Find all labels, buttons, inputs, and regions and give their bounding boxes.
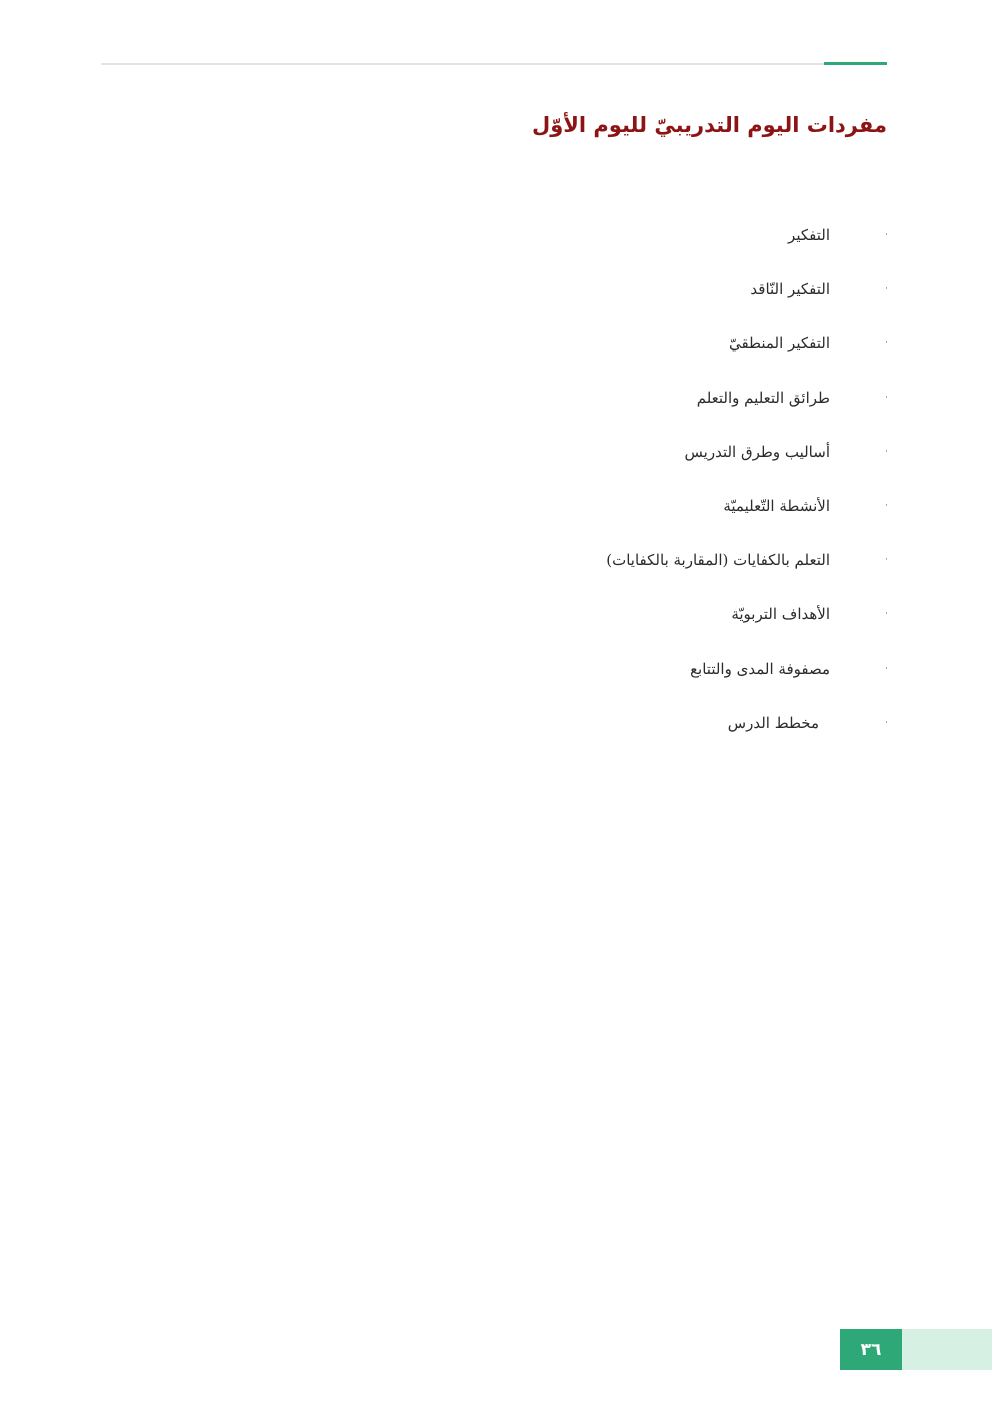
list-item: [188, 479, 888, 533]
topic-label: التعلم بالكفايات (المقاربة بالكفايات): [606, 551, 830, 570]
bullet: ·: [885, 663, 888, 674]
topic-list: [188, 208, 888, 750]
list-item: [188, 208, 888, 262]
header-accent-bar: [824, 62, 887, 65]
page-number-tab: [840, 1329, 902, 1370]
bullet: ·: [885, 230, 888, 241]
list-item: [188, 587, 888, 641]
topic-label: الأهداف التربويّة: [731, 605, 830, 624]
bullet: ·: [885, 338, 888, 349]
bullet: ·: [885, 717, 888, 728]
topic-label: مصفوفة المدى والتتابع: [690, 659, 830, 678]
list-item: [188, 425, 888, 479]
topic-label: الأنشطة التّعليميّة: [723, 497, 830, 516]
bullet: ·: [885, 446, 888, 457]
list-item: [188, 262, 888, 316]
list-item: [188, 696, 888, 750]
list-item: [188, 642, 888, 696]
topic-label: التفكير المنطقيّ: [728, 334, 830, 353]
bullet: ·: [885, 555, 888, 566]
topic-label: أساليب وطرق التدريس: [684, 442, 830, 461]
topic-label: التفكير النّاقد: [750, 280, 830, 299]
topic-label: التفكير: [788, 226, 830, 245]
list-item: [188, 371, 888, 425]
page-number: ٣٦: [860, 1339, 882, 1360]
topic-label: مخطط الدرس: [727, 713, 819, 732]
bullet: ·: [885, 501, 888, 512]
bullet: ·: [885, 609, 888, 620]
bullet: ·: [885, 392, 888, 403]
page-number-tab-light: [902, 1329, 992, 1370]
list-item: [188, 533, 888, 587]
page-title: مفردات اليوم التدريبيّ لليوم الأوّل: [532, 113, 887, 137]
topic-label: طرائق التعليم والتعلم: [696, 388, 830, 407]
header-rule: [101, 63, 887, 65]
list-item: [188, 316, 888, 370]
bullet: ·: [885, 284, 888, 295]
